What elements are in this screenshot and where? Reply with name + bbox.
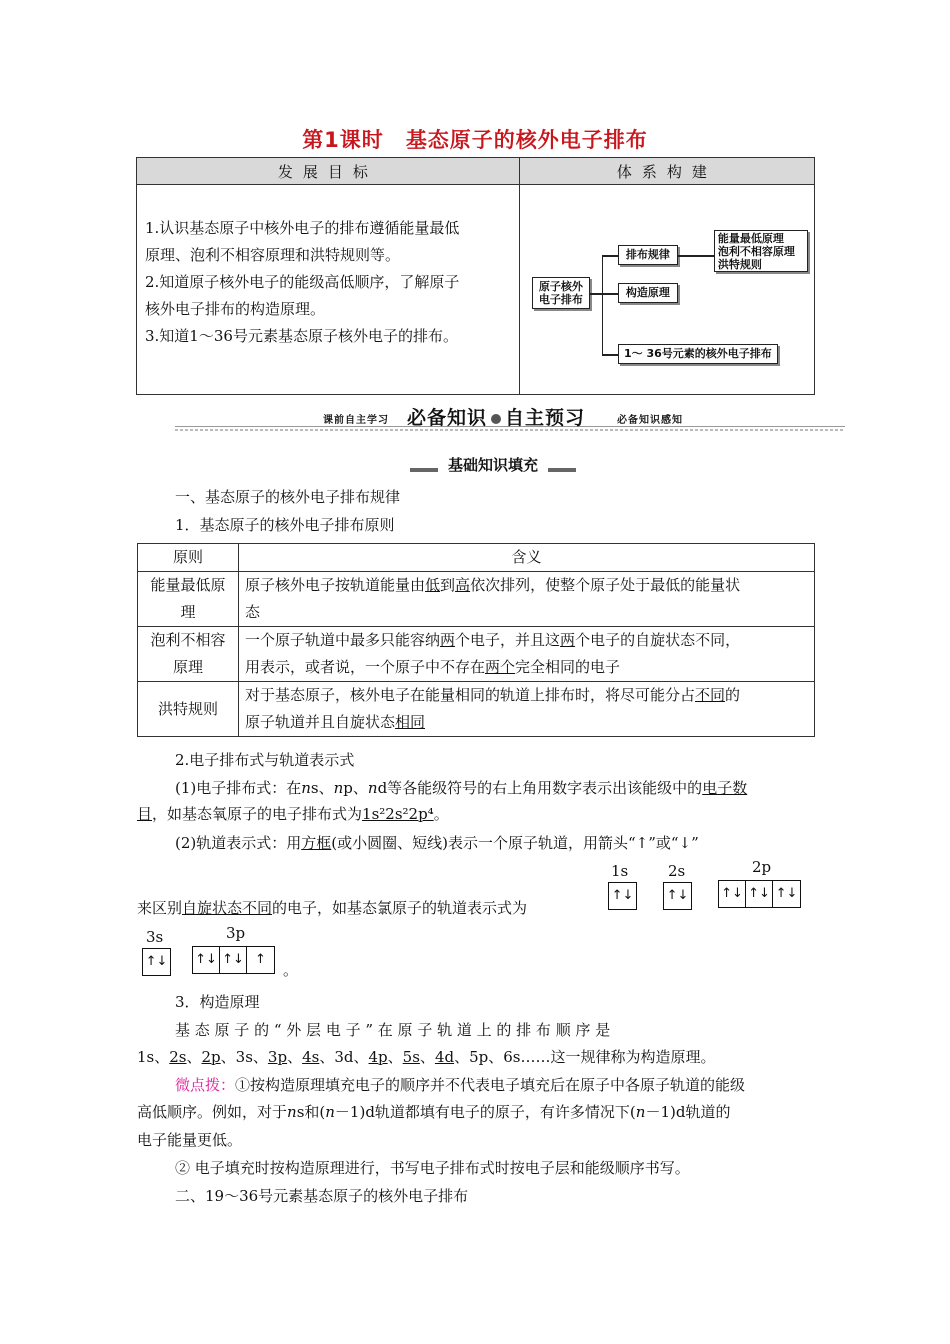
concept-diagram <box>519 185 814 395</box>
principle-name-line: 理 <box>180 603 196 621</box>
text-run: n <box>287 1103 297 1121</box>
table-header: 含义 <box>239 544 815 572</box>
text-run: 原子轨道并且自旋状态 <box>245 713 396 731</box>
banner-main2: 自主预习 <box>505 407 586 429</box>
orbital-label: 2s <box>668 862 686 880</box>
answer-blank: 2s <box>169 1048 187 1066</box>
orbital-label: 2p <box>752 858 772 876</box>
subsection-heading-label: 基础知识填充 <box>438 454 548 475</box>
text-run: 的 <box>725 686 741 704</box>
goal-line: 1.认识基态原子中核外电子的排布遵循能量最低 <box>145 219 460 237</box>
aufbau-sequence <box>137 1047 715 1067</box>
banner-bullet-icon <box>491 414 501 424</box>
text-run: 、5p、6s……这一规律称为构造原理。 <box>454 1048 716 1066</box>
orbital-label: 3s <box>146 928 164 946</box>
tip-line1 <box>175 1075 745 1095</box>
principle-name: 洪特规则 <box>138 682 239 737</box>
table-header: 原则 <box>138 544 239 572</box>
goals-list <box>137 185 520 395</box>
text-run: 到 <box>440 576 456 594</box>
text-run: 态 <box>245 603 261 621</box>
system-header: 体系构建 <box>519 158 814 185</box>
subsection-heading <box>410 456 576 476</box>
lesson-topic: 基态原子的核外电子排布 <box>405 128 648 152</box>
text-run: 来区别 <box>137 899 183 917</box>
text-run: －1)d轨道都填有电子的原子，有许多情况下( <box>334 1103 636 1121</box>
diagram-connector <box>602 354 618 356</box>
text-run: (1)电子排布式：在 <box>175 779 302 797</box>
orbital-box: ↑↓ <box>775 886 798 901</box>
diagram-connector <box>678 255 714 257</box>
principle-meaning <box>239 627 815 682</box>
answer-blank: 1s²2s²2p⁴ <box>362 805 434 823</box>
orbital-box: ↑↓ <box>611 888 634 903</box>
text-run: p、 <box>343 779 368 797</box>
tip-line4: ② 电子填充时按构造原理进行，书写电子排布式时按电子层和能级顺序书写。 <box>175 1159 690 1177</box>
principles-table <box>137 543 815 737</box>
subsection-heading-text: 1．基态原子的核外电子排布原则 <box>175 516 395 534</box>
text-run: 、 <box>419 1048 435 1066</box>
answer-blank: 3p <box>267 1048 288 1066</box>
answer-blank: 4d <box>434 1048 455 1066</box>
principle-name <box>138 572 239 627</box>
answer-blank: 自旋状态不同 <box>182 899 273 917</box>
text-run: ①按构造原理填充电子的顺序并不代表电子填充后在原子中各原子轨道的能级 <box>235 1076 746 1094</box>
answer-blank: 两 <box>560 631 576 649</box>
text-run: d等各能级符号的右上角用数字表示出该能级中的 <box>377 779 703 797</box>
orbital-box: ↑↓ <box>746 881 773 907</box>
answer-blank: 5s <box>402 1048 420 1066</box>
answer-blank: 4p <box>368 1048 388 1066</box>
banner-right-label: 必备知识感知 <box>617 415 683 426</box>
text-run: 。 <box>433 805 449 823</box>
diagram-connector <box>590 293 602 295</box>
text-run: 对于基态原子，核外电子在能量相同的轨道上排布时，将尽可能分占 <box>245 686 696 704</box>
text-run: 1s、 <box>137 1048 170 1066</box>
text-run: s、 <box>310 779 334 797</box>
text-run: n <box>367 779 378 797</box>
section-heading: 一、基态原子的核外电子排布规律 <box>175 488 401 506</box>
text-run: 依次排列，使整个原子处于最低的能量状 <box>470 576 741 594</box>
principle-name-line: 泡利不相容 <box>150 631 226 649</box>
text-run: 、3s、 <box>220 1048 268 1066</box>
orbital-paragraph-line2 <box>137 898 527 918</box>
text-run: n <box>333 779 344 797</box>
text-run: 、3d、 <box>319 1048 369 1066</box>
principle-name <box>138 627 239 682</box>
text-run: (或小圆圈、短线)表示一个原子轨道，用箭头“↑”或“↓” <box>331 834 699 852</box>
config-paragraph-line2 <box>137 804 449 824</box>
orbital-label: 1s <box>611 862 629 880</box>
orbital-label: 3p <box>226 924 246 942</box>
aufbau-line1: 基 态 原 子 的 “ 外 层 电 子 ” 在 原 子 轨 道 上 的 排 布 顺 序 是 <box>175 1021 611 1039</box>
goals-table <box>136 157 815 395</box>
section-banner <box>175 401 845 431</box>
diagram-connector <box>602 255 618 257</box>
banner-main1: 必备知识 <box>407 407 488 429</box>
page-title <box>0 124 950 154</box>
banner-left-label: 课前自主学习 <box>323 415 389 426</box>
answer-blank: 目 <box>137 805 153 823</box>
text-run: 、 <box>186 1048 202 1066</box>
answer-blank: 高 <box>455 576 471 594</box>
orbital-paragraph-line1 <box>175 833 699 853</box>
text-run: (2)轨道表示式：用 <box>175 834 302 852</box>
diagram-connector <box>602 293 618 295</box>
goals-header: 发展目标 <box>137 158 520 185</box>
text-run: 完全相同的电子 <box>515 658 621 676</box>
subsection-heading-text: 2.电子排布式与轨道表示式 <box>175 751 355 769</box>
orbital-box: ↑↓ <box>220 947 247 973</box>
section-heading: 二、19～36号元素基态原子的核外电子排布 <box>175 1187 469 1205</box>
answer-blank: 两 <box>440 631 456 649</box>
answer-blank: 4s <box>302 1048 320 1066</box>
answer-blank: 电子数 <box>702 779 748 797</box>
orbital-box: ↑↓ <box>666 888 689 903</box>
diagram-connector <box>602 255 604 355</box>
orbital-box: ↑↓ <box>719 881 746 907</box>
answer-blank: 相同 <box>395 713 426 731</box>
text-run: 个电子，并且这 <box>455 631 561 649</box>
text-run: －1)d轨道的 <box>645 1103 731 1121</box>
goal-line: 2.知道原子核外电子的能级高低顺序，了解原子 <box>145 273 460 291</box>
tip-line2 <box>137 1102 730 1122</box>
text-run: s和( <box>296 1103 326 1121</box>
subsection-heading-text: 3．构造原理 <box>175 993 260 1011</box>
tip-line3: 电子能量更低。 <box>137 1131 243 1149</box>
answer-blank: 2p <box>201 1048 221 1066</box>
diagram-root-box: 原子核外 电子排布 <box>532 277 590 309</box>
principle-meaning <box>239 572 815 627</box>
tip-label: 微点拨： <box>175 1076 236 1094</box>
text-run: ，如基态氧原子的电子排布式为 <box>152 805 363 823</box>
text-run: 原子核外电子按轨道能量由 <box>245 576 426 594</box>
goal-line: 原理、泡利不相容原理和洪特规则等。 <box>145 246 401 264</box>
answer-blank: 不同 <box>695 686 726 704</box>
text-run: 的电子，如基态氯原子的轨道表示式为 <box>272 899 528 917</box>
text-run: 个电子的自旋状态不同， <box>575 631 741 649</box>
diagram-branch-elements: 1～ 36号元素的核外电子排布 <box>618 344 778 364</box>
diagram-leaf-principles: 能量最低原理 泡利不相容原理 洪特规则 <box>714 230 808 272</box>
goal-line: 核外电子排布的构造原理。 <box>145 300 326 318</box>
answer-blank: 两个 <box>485 658 516 676</box>
diagram-branch-aufbau: 构造原理 <box>618 283 678 303</box>
answer-blank: 低 <box>425 576 441 594</box>
orbital-box: ↑↓ <box>145 954 168 969</box>
config-paragraph-line1 <box>175 778 747 798</box>
text-run: 高低顺序。例如，对于 <box>137 1103 288 1121</box>
sentence-end: 。 <box>283 961 299 979</box>
text-run: n <box>325 1103 335 1121</box>
diagram-branch-rules: 排布规律 <box>618 245 678 265</box>
banner-title <box>407 403 585 430</box>
text-run: 一个原子轨道中最多只能容纳 <box>245 631 441 649</box>
lesson-number: 第1课时 <box>302 128 384 152</box>
text-run: 、 <box>287 1048 303 1066</box>
principle-name-line: 能量最低原 <box>150 576 226 594</box>
text-run: 、 <box>387 1048 403 1066</box>
text-run: 用表示，或者说，一个原子中不存在 <box>245 658 486 676</box>
text-run: n <box>635 1103 646 1121</box>
answer-blank: 方框 <box>301 834 332 852</box>
goal-line: 3.知道1～36号元素基态原子核外电子的排布。 <box>145 327 458 345</box>
principle-name-line: 原理 <box>172 658 203 676</box>
orbital-box: ↑↓ <box>193 947 220 973</box>
text-run: n <box>301 779 311 797</box>
orbital-box: ↑ <box>255 952 266 967</box>
principle-meaning <box>239 682 815 737</box>
